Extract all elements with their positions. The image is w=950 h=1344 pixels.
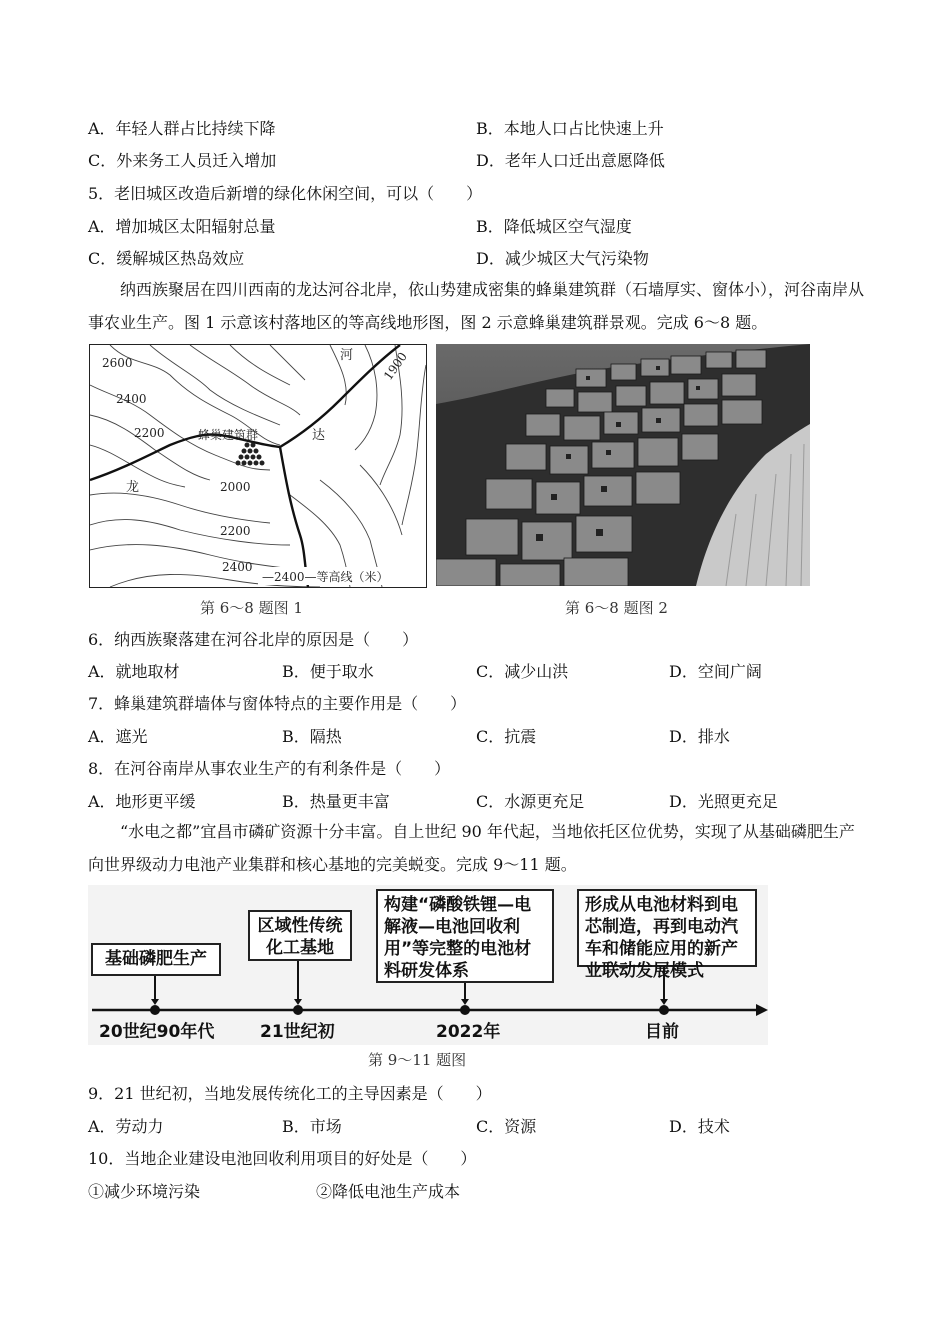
contour-map [89, 344, 427, 588]
q5-stem: 5．老旧城区改造后新增的绿化休闲空间，可以（ ） [88, 184, 483, 203]
q6-option-d: D．空间广阔 [669, 662, 762, 681]
village-photo [436, 344, 810, 586]
q8-option-a: A．地形更平缓 [88, 792, 196, 811]
q7-option-c: C．抗震 [476, 727, 537, 746]
river-label-he: 河 [340, 348, 354, 363]
q9-stem: 9．21 世纪初，当地发展传统化工的主导因素是（ ） [88, 1084, 492, 1103]
q9-option-c: C．资源 [476, 1117, 537, 1136]
q8-stem: 8．在河谷南岸从事农业生产的有利条件是（ ） [88, 759, 451, 778]
q4-option-d: D．老年人口迁出意愿降低 [476, 151, 665, 170]
q10-item-2: ②降低电池生产成本 [316, 1182, 461, 1201]
timeline-label-1990s: 20世纪90年代 [99, 1022, 215, 1042]
development-timeline [88, 885, 768, 1045]
timeline-label-early-21st: 21世纪初 [260, 1022, 335, 1042]
q5-option-b: B．降低城区空气湿度 [476, 217, 632, 236]
village-label: 蜂巢建筑群 [198, 428, 259, 442]
passage-naxi: 纳西族聚居在四川西南的龙达河谷北岸，依山势建成密集的蜂巢建筑群（石墙厚实、窗体小），河谷南岸从事农业生产。图 1 示意该村落地区的等高线地形图，图 2 示意蜂巢建筑群景观。完成 6～8 题。 [88, 280, 865, 332]
figure2-caption: 第 6～8 题图 2 [565, 599, 668, 617]
timeline-box-chemical-base: 区域性传统化工基地 [248, 910, 352, 961]
q7-stem: 7．蜂巢建筑群墙体与窗体特点的主要作用是（ ） [88, 694, 467, 713]
map-legend: —2400—等高线（米） [262, 570, 389, 584]
passage-yichang: “水电之都”宜昌市磷矿资源十分丰富。自上世纪 90 年代起，当地依托区位优势，实现了从基础磷肥生产向世界级动力电池产业集群和核心基地的完美蜕变。完成 9～11 题。 [88, 822, 855, 874]
q7-option-d: D．排水 [669, 727, 730, 746]
q9-option-b: B．市场 [282, 1117, 342, 1136]
village-photo-svg [436, 344, 810, 586]
q5-option-c: C．缓解城区热岛效应 [88, 249, 245, 268]
river-label-da: 达 [312, 428, 326, 443]
contour-map-svg [90, 345, 426, 587]
q5-option-d: D．减少城区大气污染物 [476, 249, 649, 268]
q9-option-a: A．劳动力 [88, 1117, 164, 1136]
q6-option-c: C．减少山洪 [476, 662, 569, 681]
timeline-label-2022: 2022年 [436, 1022, 501, 1042]
q8-option-c: C．水源更充足 [476, 792, 585, 811]
timeline-box-battery-rd: 构建“磷酸铁锂—电解液—电池回收利用”等完整的电池材料研发体系 [376, 889, 554, 983]
timeline-box-phosphate-fertilizer: 基础磷肥生产 [91, 943, 221, 976]
q9-option-d: D．技术 [669, 1117, 730, 1136]
q6-option-a: A．就地取材 [88, 662, 180, 681]
q10-item-1: ①减少环境污染 [88, 1182, 201, 1201]
timeline-label-now: 目前 [645, 1022, 679, 1042]
contour-label-2400-top: 2400 [116, 392, 147, 406]
contour-label-2200-top: 2200 [134, 426, 165, 440]
q6-stem: 6．纳西族聚落建在河谷北岸的原因是（ ） [88, 630, 419, 649]
figure3-caption: 第 9～11 题图 [368, 1051, 467, 1069]
contour-label-1900: 1900 [380, 349, 410, 383]
contour-label-2000: 2000 [220, 480, 251, 494]
q4-option-a: A．年轻人群占比持续下降 [88, 119, 276, 138]
q10-stem: 10．当地企业建设电池回收利用项目的好处是（ ） [88, 1149, 477, 1168]
figure1-caption: 第 6～8 题图 1 [200, 599, 303, 617]
village-dots [236, 443, 265, 466]
contour-label-2600: 2600 [102, 356, 133, 370]
q6-option-b: B．便于取水 [282, 662, 374, 681]
q4-option-c: C．外来务工人员迁入增加 [88, 151, 277, 170]
timeline-box-new-industry: 形成从电池材料到电芯制造，再到电动汽车和储能应用的新产业联动发展模式 [577, 889, 757, 967]
q7-option-b: B．隔热 [282, 727, 342, 746]
q8-option-b: B．热量更丰富 [282, 792, 390, 811]
contour-label-2400-bottom: 2400 [222, 560, 253, 574]
q8-option-d: D．光照更充足 [669, 792, 778, 811]
river-label-long: 龙 [126, 480, 140, 495]
q5-option-a: A．增加城区太阳辐射总量 [88, 217, 276, 236]
q4-option-b: B．本地人口占比快速上升 [476, 119, 664, 138]
contour-label-2200-bottom: 2200 [220, 524, 251, 538]
q7-option-a: A．遮光 [88, 727, 148, 746]
